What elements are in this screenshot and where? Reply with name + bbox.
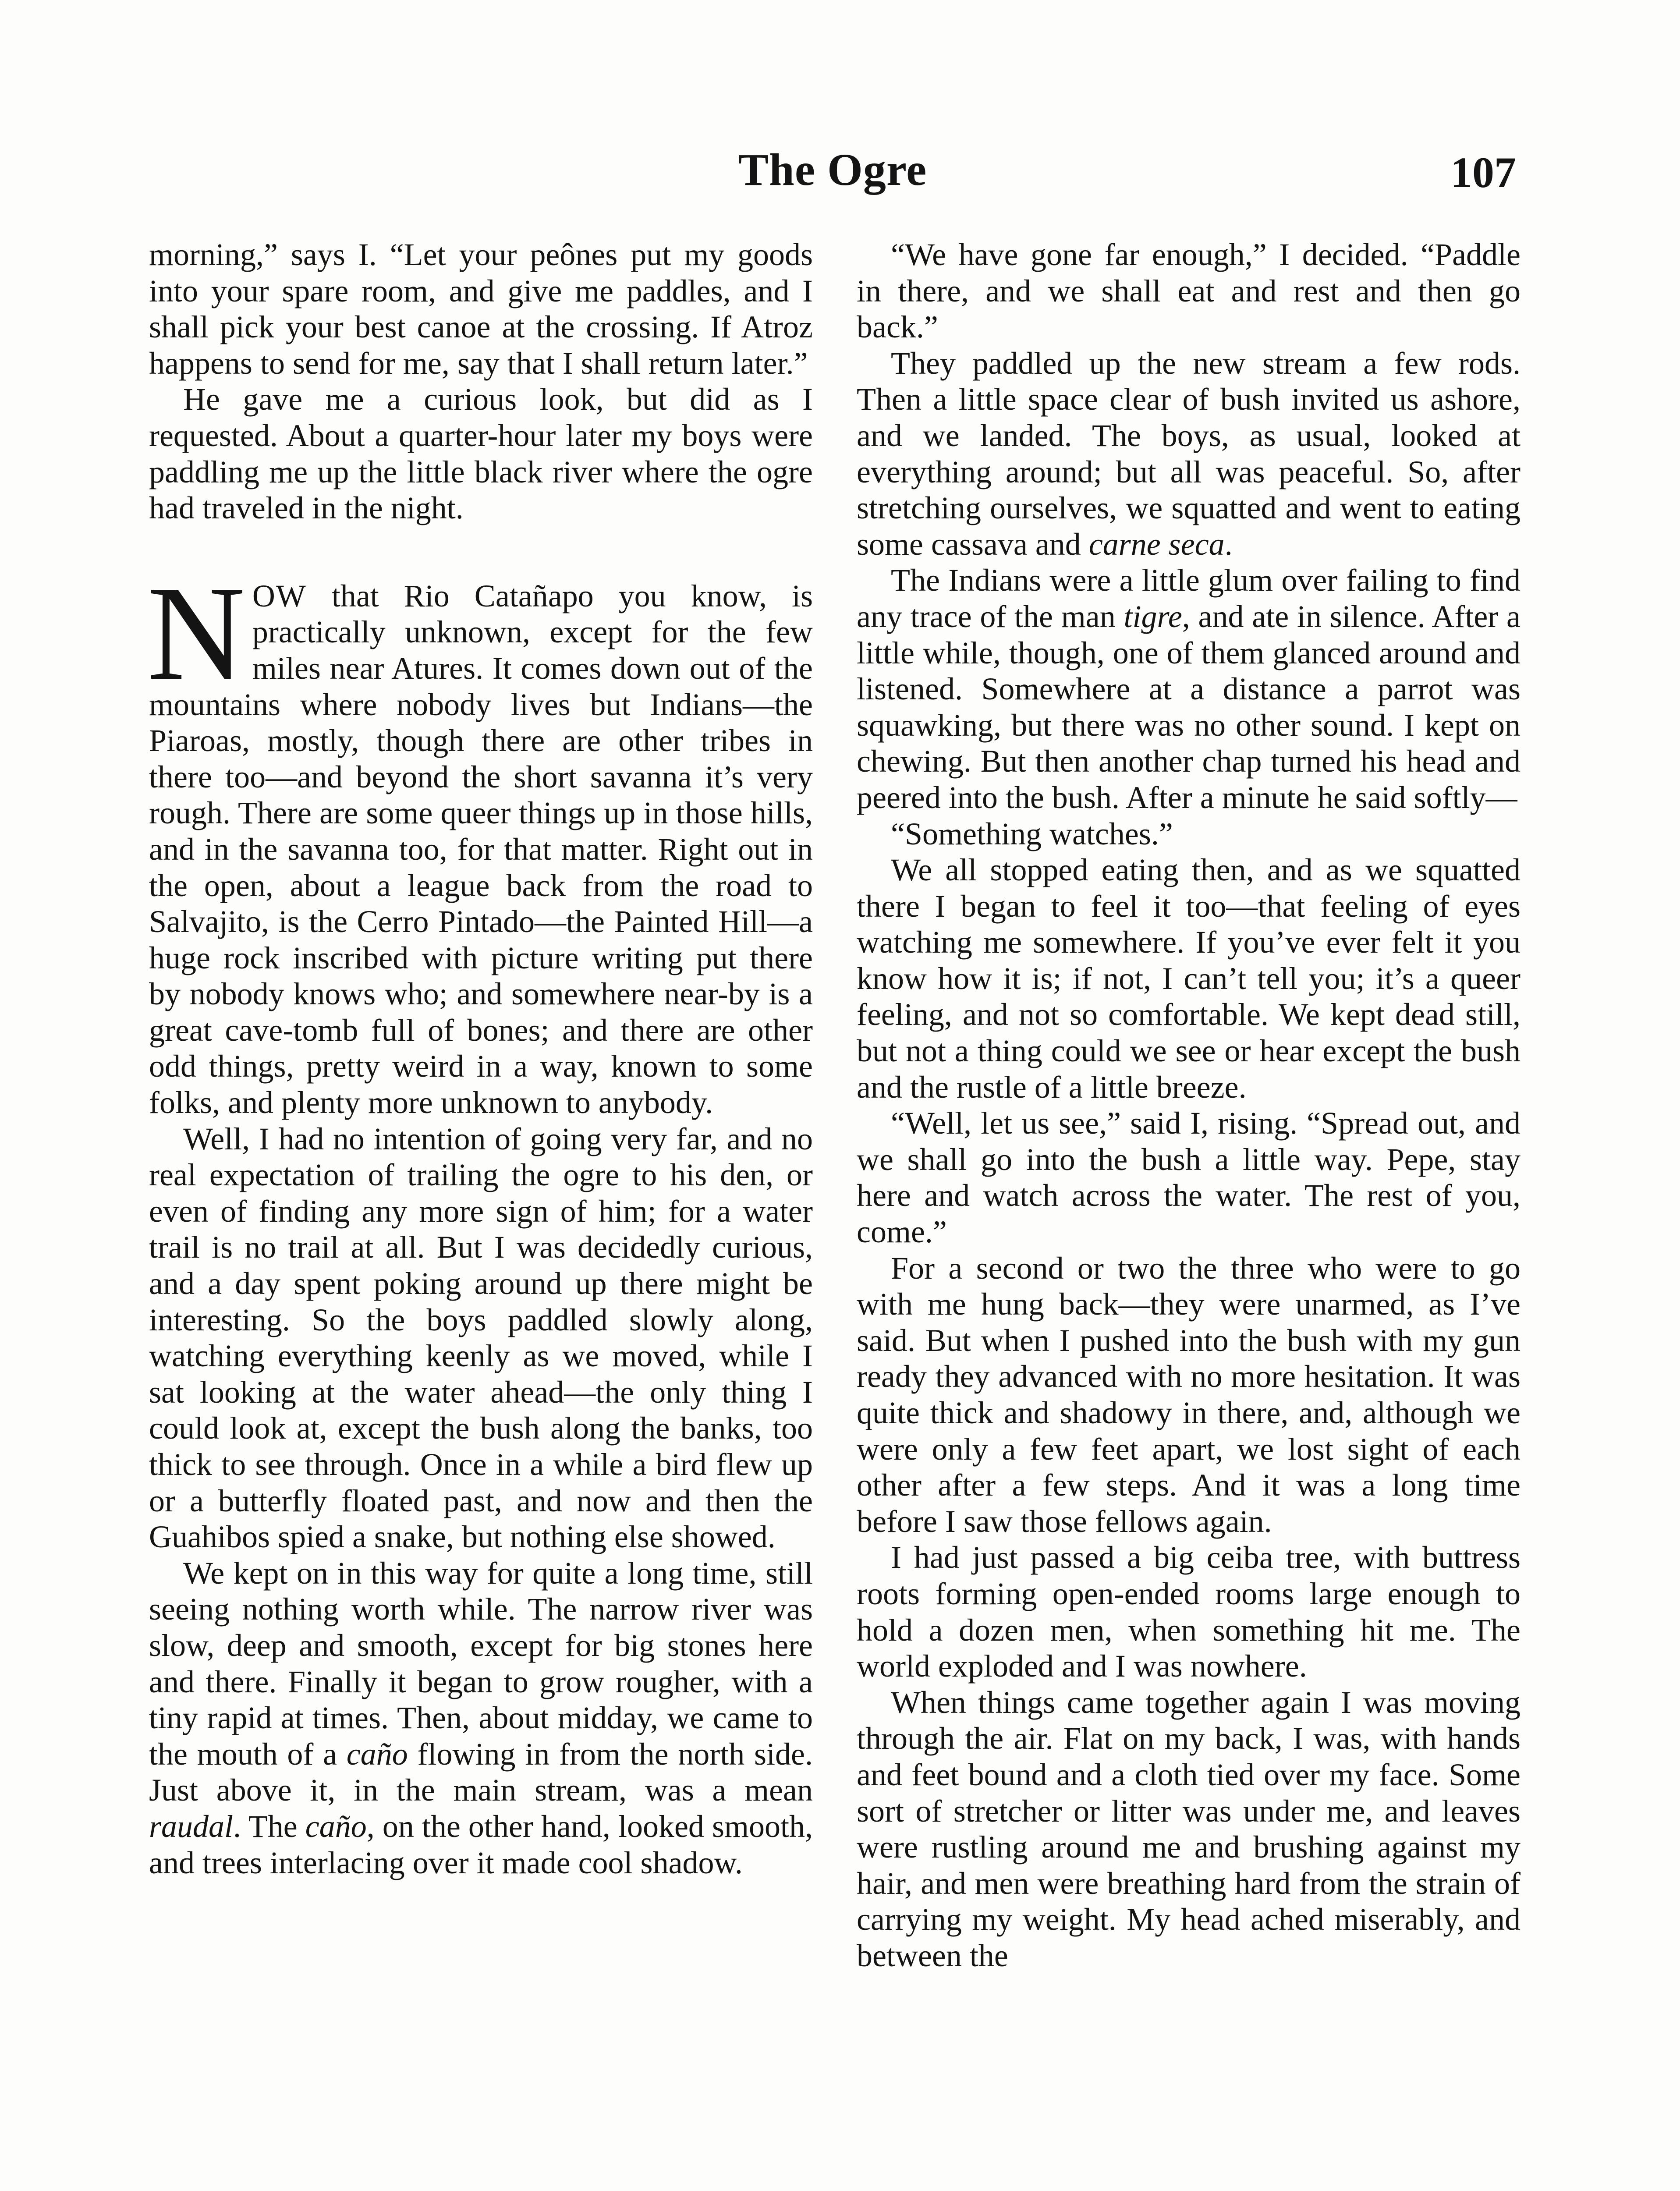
paragraph-continued [149, 237, 813, 381]
italic-term: tigre [1124, 599, 1182, 634]
italic-term: caño [346, 1736, 408, 1772]
paragraph-text: . [1224, 526, 1233, 562]
paragraph-text: morning,” says I. “Let your peônes put my goods into your spare room, and give me paddles, and I shall pick your best canoe at the crossing. If Atroz happens to send for me, say that I shall return later.” [149, 237, 813, 381]
paragraph [857, 1250, 1521, 1540]
page-title: The Ogre [738, 145, 927, 195]
paragraph [149, 1555, 813, 1881]
paragraph-text: “Something watches.” [891, 816, 1173, 851]
paragraph-text: that Rio Catañapo you know, is practically unknown, except for the few miles near Atures. It comes down out of the mountains where nobody lives but Indians—the Piaroas, mostly, though there are other tribes in there too—and beyond the short savanna it’s very rough. There are some queer things up in those hills, and in the savanna too, for that matter. Right out in the open, about a league back from the road to Salvajito, is the Cerro Pintado—the Painted Hill—a huge rock inscribed with picture writing put there by nobody knows who; and somewhere near-by is a great cave-tomb full of bones; and there are other odd things, pretty weird in a way, known to some folks, and plenty more unknown to anybody. [149, 578, 813, 1120]
paragraph-text: , and ate in silence. After a little while, though, one of them glanced around and listened. Somewhere at a distance a parrot was squawking, but there was no other sound. I kept on chewing. But then another chap turned his head and peered into the bush. After a minute he said softly— [857, 599, 1521, 815]
paragraph-text: He gave me a curious look, but did as I requested. About a quarter-hour later my boys were paddling me up the little black river where the ogre had traveled in the night. [149, 382, 813, 526]
italic-term: carne seca [1088, 526, 1225, 562]
paragraph-text: , on the other hand, looked smooth, and trees interlacing over it made cool shadow. [149, 1808, 813, 1880]
section-opening-paragraph [147, 558, 813, 1121]
paragraph-text: . The [233, 1808, 305, 1844]
paragraph [857, 852, 1521, 1105]
page-number: 107 [1450, 148, 1516, 197]
left-column [149, 237, 813, 1881]
paragraph-text: For a second or two the three who were to go with me hung back—they were unarmed, as I’ve said. But when I pushed into the bush with my gun ready they advanced with no more hesitation. It was quite thick and shadowy in there, and, although we were only a few feet apart, we lost sight of each other after a few steps. And it was a long time before I saw those fellows again. [857, 1250, 1521, 1539]
paragraph [857, 562, 1521, 815]
paragraph [857, 1105, 1521, 1250]
paragraph [857, 345, 1521, 563]
paragraph-text: flowing in from the north side. Just above it, in the main stream, was a mean [149, 1736, 813, 1808]
paragraph-text: They paddled up the new stream a few rods. Then a little space clear of bush invited us ashore, and we landed. The boys, as usual, looked at everything around; but all was peaceful. So, after stretching ourselves, we squatted and went to eating some cassava and [857, 345, 1521, 562]
paragraph [857, 816, 1521, 852]
paragraph-text: When things came together again I was moving through the air. Flat on my back, I was, with hands and feet bound and a cloth tied over my face. Some sort of stretcher or litter was under me, and leaves were rustling around me and brushing against my hair, and men were breathing hard from the strain of carrying my weight. My head ached miserably, and between the [857, 1684, 1521, 1973]
drop-cap-letter: N [147, 558, 245, 709]
italic-term: caño [305, 1808, 367, 1844]
paragraph-text: “We have gone far enough,” I decided. “Paddle in there, and we shall eat and rest and then go back.” [857, 237, 1521, 345]
italic-term: raudal [149, 1808, 234, 1844]
running-head [149, 139, 1516, 205]
small-caps-lead: OW [252, 578, 307, 613]
paragraph [857, 1684, 1521, 1974]
paragraph-text: We all stopped eating then, and as we squatted there I began to feel it too—that feeling of eyes watching me somewhere. If you’ve ever felt it you know how it is; if not, I can’t tell you; it’s a queer feeling, and not so comfortable. We kept dead still, but not a thing could we see or hear except the bush and the rustle of a little breeze. [857, 852, 1521, 1105]
paragraph [857, 237, 1521, 345]
paragraph [149, 1121, 813, 1555]
paragraph-text: “Well, let us see,” said I, rising. “Spread out, and we shall go into the bush a little way. Pepe, stay here and watch across the water. The rest of you, come.” [857, 1106, 1521, 1250]
paragraph [857, 1539, 1521, 1684]
paragraph-text: I had just passed a big ceiba tree, with buttress roots forming open-ended rooms large enough to hold a dozen men, when something hit me. The world exploded and I was nowhere. [857, 1540, 1521, 1684]
right-column [857, 237, 1521, 1974]
paragraph-text: Well, I had no intention of going very far, and no real expectation of trailing the ogre to his den, or even of finding any more sign of him; for a water trail is no trail at all. But I was decidedly curious, and a day spent poking around up there might be interesting. So the boys paddled slowly along, watching everything keenly as we moved, while I sat looking at the water ahead—the only thing I could look at, except the bush along the banks, too thick to see through. Once in a while a bird flew up or a butterfly floated past, and now and then the Guahibos spied a snake, but nothing else showed. [149, 1121, 813, 1555]
paragraph-text: The Indians were a little glum over failing to find any trace of the man [857, 563, 1521, 634]
paragraph [149, 381, 813, 526]
paragraph-text: We kept on in this way for quite a long time, still seeing nothing worth while. The narrow river was slow, deep and smooth, except for big stones here and there. Finally it began to grow rougher, with a tiny rapid at times. Then, about midday, we came to the mouth of a [149, 1555, 813, 1772]
